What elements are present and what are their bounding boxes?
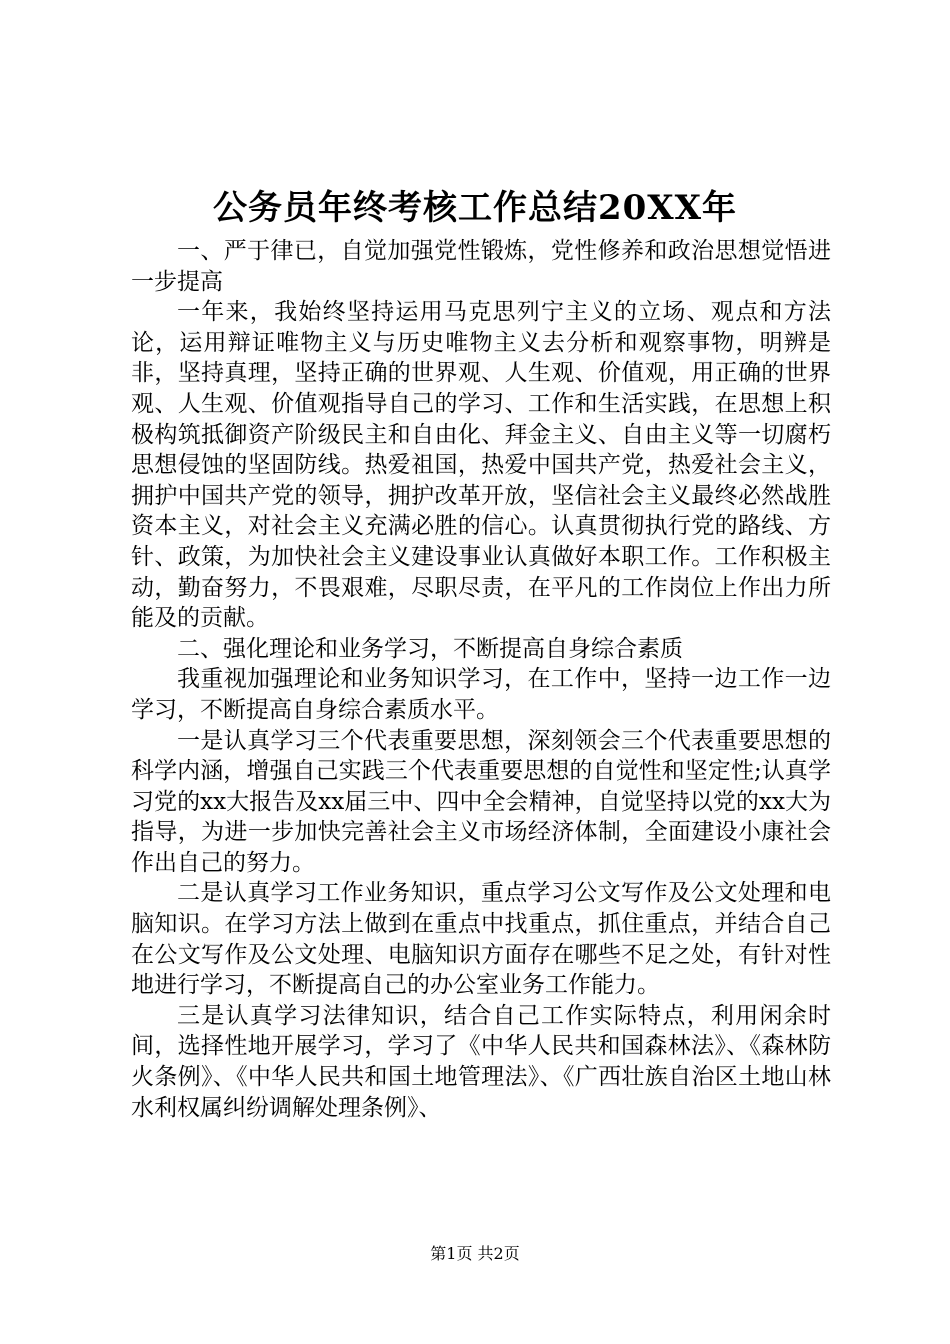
paragraph: 一是认真学习三个代表重要思想，深刻领会三个代表重要思想的科学内涵，增强自己实践三个代表重要思想的自觉性和坚定性;认真学习党的xx大报告及xx届三中、四中全会精神，自觉坚持以党的xx大为指导，为进一步加快完善社会主义市场经济体制，全面建设小康社会作出自己的努力。 (131, 727, 831, 876)
section-heading-2: 二、强化理论和业务学习，不断提高自身综合素质 (177, 635, 683, 662)
document-title: 公务员年终考核工作总结20XX年 (212, 188, 738, 228)
paragraph: 一年来，我始终坚持运用马克思列宁主义的立场、观点和方法论，运用辩证唯物主义与历史唯物主义去分析和观察事物，明辨是非，坚持真理，坚持正确的世界观、人生观、价值观，用正确的世界观、人生观、价值观指导自己的学习、工作和生活实践，在思想上积极构筑抵御资产阶级民主和自由化、拜金主义、自由主义等一切腐朽思想侵蚀的坚固防线。热爱祖国，热爱中国共产党，热爱社会主义，拥护中国共产党的领导，拥护改革开放，坚信社会主义最终必然战胜资本主义，对社会主义充满必胜的信心。认真贯彻执行党的路线、方针、政策，为加快社会主义建设事业认真做好本职工作。工作积极主动，勤奋努力，不畏艰难，尽职尽责，在平凡的工作岗位上作出力所能及的贡献。 (131, 299, 831, 632)
paragraph: 二是认真学习工作业务知识，重点学习公文写作及公文处理和电脑知识。在学习方法上做到在重点中找重点，抓住重点，并结合自己在公文写作及公文处理、电脑知识方面存在哪些不足之处，有针对性地进行学习，不断提高自己的办公室业务工作能力。 (131, 880, 831, 999)
section-heading-1: 一、严于律已，自觉加强党性锻炼，党性修养和政治思想觉悟进一步提高 (131, 238, 831, 295)
paragraph: 我重视加强理论和业务知识学习，在工作中，坚持一边工作一边学习，不断提高自身综合素质水平。 (131, 666, 831, 723)
page-footer: 第1页 共2页 (430, 1244, 520, 1263)
document-body (131, 236, 831, 1123)
paragraph: 三是认真学习法律知识，结合自己工作实际特点，利用闲余时间，选择性地开展学习，学习了《中华人民共和国森林法》、《森林防火条例》、《中华人民共和国土地管理法》、《广西壮族自治区土地山林水利权属纠纷调解处理条例》、 (131, 1002, 831, 1121)
